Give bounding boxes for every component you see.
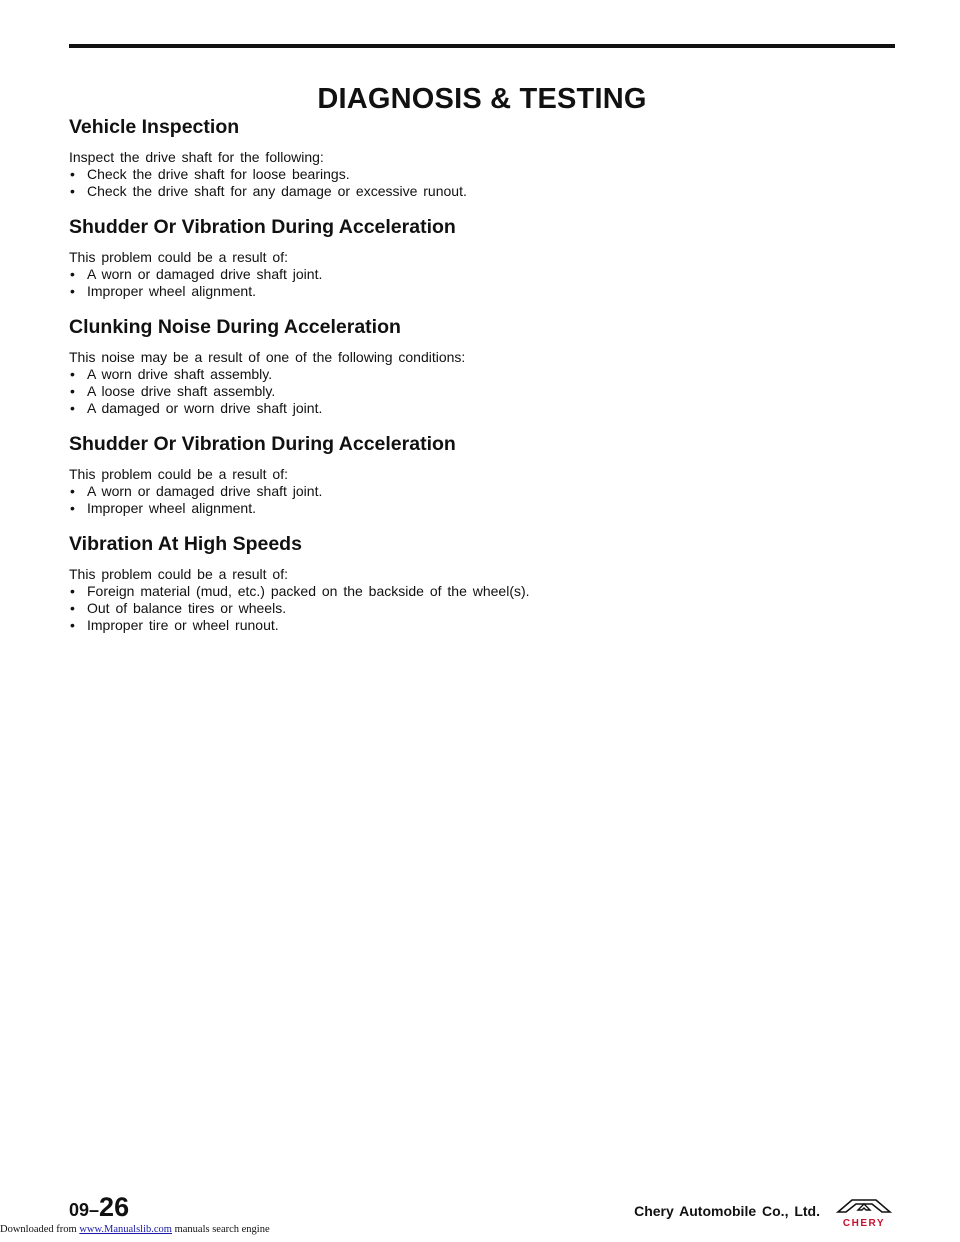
download-suffix: manuals search engine	[171, 1224, 270, 1235]
bullet-list	[69, 583, 899, 634]
page-title: DIAGNOSIS & TESTING	[317, 83, 647, 116]
bullet-icon: •	[70, 183, 75, 199]
list-item-text: Improper tire or wheel runout.	[87, 617, 279, 633]
bullet-icon: •	[70, 617, 75, 633]
section-heading: Vibration At High Speeds	[69, 533, 302, 555]
list-item	[69, 366, 899, 383]
download-note	[0, 1224, 270, 1235]
list-item-text: Improper wheel alignment.	[87, 500, 256, 516]
list-item	[69, 266, 899, 283]
bullet-list	[69, 166, 899, 200]
bullet-list	[69, 483, 899, 517]
section-intro: This problem could be a result of:	[69, 249, 288, 265]
bullet-icon: •	[70, 400, 75, 416]
top-rule	[69, 44, 895, 48]
company-name: Chery Automobile Co., Ltd.	[634, 1203, 820, 1219]
bullet-icon: •	[70, 283, 75, 299]
list-item	[69, 617, 899, 634]
list-item-text: Check the drive shaft for any damage or excessive runout.	[87, 183, 467, 199]
section-intro: Inspect the drive shaft for the following:	[69, 149, 324, 165]
bullet-icon: •	[70, 483, 75, 499]
list-item	[69, 283, 899, 300]
section-intro: This problem could be a result of:	[69, 566, 288, 582]
section-1	[69, 114, 899, 200]
list-item	[69, 500, 899, 517]
list-item-text: Improper wheel alignment.	[87, 283, 256, 299]
bullet-icon: •	[70, 266, 75, 282]
bullet-list	[69, 266, 899, 300]
bullet-icon: •	[70, 583, 75, 599]
bullet-icon: •	[70, 366, 75, 382]
section-heading: Shudder Or Vibration During Acceleration	[69, 216, 456, 238]
content-area	[69, 114, 899, 648]
page-num: 26	[99, 1192, 130, 1222]
bullet-icon: •	[70, 166, 75, 182]
list-item-text: A loose drive shaft assembly.	[87, 383, 276, 399]
logo-text: CHERY	[842, 1218, 886, 1229]
section-intro: This problem could be a result of:	[69, 466, 288, 482]
list-item	[69, 383, 899, 400]
list-item	[69, 483, 899, 500]
list-item-text: A worn or damaged drive shaft joint.	[87, 266, 323, 282]
list-item	[69, 183, 899, 200]
bullet-list	[69, 366, 899, 417]
chery-logo-icon	[832, 1196, 896, 1230]
section-heading: Clunking Noise During Acceleration	[69, 316, 401, 338]
manualslib-link[interactable]: www.Manualslib.com	[79, 1224, 172, 1235]
page-number	[69, 1192, 129, 1223]
download-prefix: Downloaded from	[0, 1224, 80, 1235]
bullet-icon: •	[70, 383, 75, 399]
list-item-text: A worn drive shaft assembly.	[87, 366, 273, 382]
list-item	[69, 583, 899, 600]
list-item	[69, 166, 899, 183]
section-2	[69, 214, 899, 300]
section-intro: This noise may be a result of one of the following conditions:	[69, 349, 466, 365]
section-3	[69, 314, 899, 417]
list-item	[69, 600, 899, 617]
bullet-icon: •	[70, 500, 75, 516]
list-item	[69, 400, 899, 417]
list-item-text: Check the drive shaft for loose bearings.	[87, 166, 350, 182]
section-heading: Shudder Or Vibration During Acceleration	[69, 433, 456, 455]
section-4	[69, 431, 899, 517]
bullet-icon: •	[70, 600, 75, 616]
list-item-text: A damaged or worn drive shaft joint.	[87, 400, 323, 416]
section-heading: Vehicle Inspection	[69, 116, 240, 138]
list-item-text: Foreign material (mud, etc.) packed on the backside of the wheel(s).	[87, 583, 530, 599]
section-5	[69, 531, 899, 634]
list-item-text: Out of balance tires or wheels.	[87, 600, 287, 616]
page-chapter: 09–	[69, 1200, 100, 1220]
list-item-text: A worn or damaged drive shaft joint.	[87, 483, 323, 499]
